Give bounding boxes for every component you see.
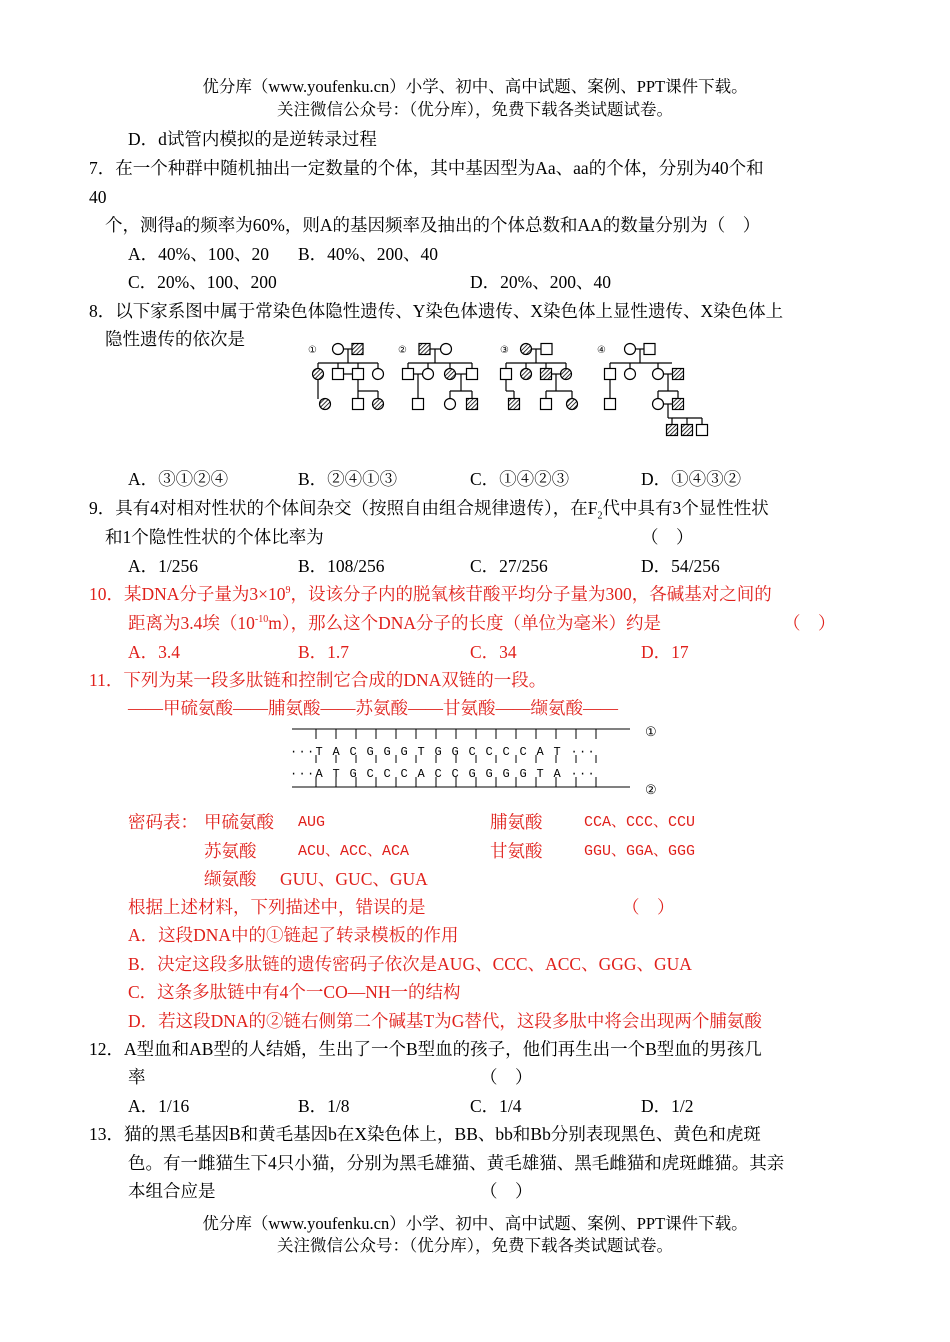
q11-stem-line-1: 11．下列为某一段多肽链和控制它合成的DNA双链的一段。 xyxy=(89,670,547,690)
q10-option-a: A．3.4 xyxy=(128,642,181,662)
q12-option-b: B．1/8 xyxy=(298,1096,350,1116)
q12-option-d: D．1/2 xyxy=(641,1096,694,1116)
codon-aa-val: 缬氨酸 xyxy=(204,869,257,889)
codon-codes-met: AUG xyxy=(298,814,326,831)
q10-option-d: D．17 xyxy=(641,642,689,662)
q10-superscript-2: -10 xyxy=(254,614,269,626)
q12-stem-line-1: 12．A型血和AB型的人结婚，生出了一个B型血的孩子，他们再生出一个B型血的男孩几 xyxy=(89,1039,762,1059)
q7-stem-line-2: 40 xyxy=(89,187,107,207)
q10-stem-part-a: 10．某DNA分子量为3×10 xyxy=(89,584,286,604)
pedigree-figure xyxy=(300,338,720,444)
dna-label-2: ② xyxy=(645,782,657,797)
q9-subscript: 2 xyxy=(597,510,603,522)
q7-option-d: D．20%、200、40 xyxy=(470,272,611,292)
dna-strand-2: ···A T G C C C A C C G G G G T A ··· xyxy=(290,767,597,781)
q11-option-d: D．若这段DNA的②链右侧第二个碱基T为G替代，这段多肽中将会出现两个脯氨酸 xyxy=(128,1011,762,1031)
q9-stem-line-2: 和1个隐性性状的个体比率为 xyxy=(105,527,324,547)
q8-option-b: B．②④①③ xyxy=(298,469,398,489)
q13-stem-line-2: 色。有一雌猫生下4只小猫，分别为黑毛雄猫、黄毛雄猫、黑毛雌猫和虎斑雌猫。其亲 xyxy=(128,1153,785,1173)
codon-codes-thr: ACU、ACC、ACA xyxy=(298,843,410,860)
q9-stem-part-b: 代中具有3个显性性状 xyxy=(602,498,769,518)
q7-option-b: B．40%、200、40 xyxy=(298,244,438,264)
footer-line-1: 优分库（www.youfenku.cn）小学、初中、高中试题、案例、PPT课件下载。 xyxy=(202,1214,748,1233)
q13-answer-paren: （ ） xyxy=(480,1181,533,1201)
pedigree-label-2: ② xyxy=(398,345,407,356)
q9-option-a: A．1/256 xyxy=(128,556,198,576)
q9-option-d: D．54/256 xyxy=(641,556,720,576)
q10-stem-part-b: ，设该分子内的脱氧核苷酸平均分子量为300，各碱基对之间的 xyxy=(290,584,772,604)
q8-option-a: A．③①②④ xyxy=(128,469,229,489)
pedigree-label-3: ③ xyxy=(500,345,509,356)
q12-stem-line-2: 率 xyxy=(128,1067,146,1087)
dna-strand-1: ···T A C G G G T G G C C C C A T ··· xyxy=(290,745,597,759)
q8-option-c: C．①④②③ xyxy=(470,469,570,489)
q7-stem-line-3: 个，测得a的频率为60%，则A的基因频率及抽出的个体总数和AA的数量分别为（ ） xyxy=(105,215,761,235)
header-line-1: 优分库（www.youfenku.cn）小学、初中、高中试题、案例、PPT课件下载。 xyxy=(202,77,748,96)
q7-option-c: C．20%、100、200 xyxy=(128,272,277,292)
q8-stem-line-2: 隐性遗传的依次是 xyxy=(105,329,245,349)
codon-codes-pro: CCA、CCC、CCU xyxy=(584,814,696,831)
q9-option-c: C．27/256 xyxy=(470,556,548,576)
q9-stem-line-1 xyxy=(89,497,769,522)
codon-aa-met: 甲硫氨酸 xyxy=(204,812,274,832)
dna-label-1: ① xyxy=(645,724,657,739)
q11-option-c: C．这条多肽链中有4个一CO—NH一的结构 xyxy=(128,982,461,1002)
q11-option-a: A．这段DNA中的①链起了转录模板的作用 xyxy=(128,925,459,945)
q10-option-c: C．34 xyxy=(470,642,517,662)
pedigree-label-1: ① xyxy=(308,345,317,356)
q9-option-b: B．108/256 xyxy=(298,556,385,576)
header-line-2: 关注微信公众号：（优分库），免费下载各类试题试卷。 xyxy=(277,100,673,119)
q11-option-b: B．决定这段多肽链的遗传密码子依次是AUG、CCC、ACC、GGG、GUA xyxy=(128,954,692,974)
q9-answer-paren: （ ） xyxy=(641,527,694,547)
q11-answer-paren: （ ） xyxy=(622,897,675,917)
q11-stem-line-2: 根据上述材料，下列描述中，错误的是 xyxy=(128,897,426,917)
codon-aa-thr: 苏氨酸 xyxy=(204,841,257,861)
q8-option-d: D．①④③② xyxy=(641,469,742,489)
q10-stem-line-2 xyxy=(128,612,661,634)
codon-table-title: 密码表： xyxy=(128,812,198,832)
q12-option-c: C．1/4 xyxy=(470,1096,522,1116)
q10-answer-paren: （ ） xyxy=(783,613,836,633)
pedigree-label-4: ④ xyxy=(597,345,606,356)
q7-stem-line-1: 7．在一个种群中随机抽出一定数量的个体，其中基因型为Aa、aa的个体，分别为40个和 xyxy=(89,158,764,178)
q13-stem-line-3: 本组合应是 xyxy=(128,1181,216,1201)
q10-superscript-1: 9 xyxy=(285,585,291,597)
codon-aa-gly: 甘氨酸 xyxy=(490,841,543,861)
footer-line-2: 关注微信公众号：（优分库），免费下载各类试题试卷。 xyxy=(277,1236,673,1255)
codon-codes-gly: GGU、GGA、GGG xyxy=(584,843,696,860)
q7-option-a: A．40%、100、20 xyxy=(128,244,269,264)
q8-stem-line-1: 8．以下家系图中属于常染色体隐性遗传、Y染色体遗传、X染色体上显性遗传、X染色体上 xyxy=(89,301,784,321)
codon-aa-pro: 脯氨酸 xyxy=(490,812,543,832)
q10-stem-line-1 xyxy=(89,583,772,605)
codon-codes-val: GUU、GUC、GUA xyxy=(280,869,428,889)
q11-peptide-chain: ——甲硫氨酸——脯氨酸——苏氨酸——甘氨酸——缬氨酸—— xyxy=(128,698,618,718)
q12-answer-paren: （ ） xyxy=(480,1067,533,1087)
q10-stem-part-d: m），那么这个DNA分子的长度（单位为毫米）约是 xyxy=(268,613,661,633)
q6-option-d: D．d试管内模拟的是逆转录过程 xyxy=(128,129,377,149)
q12-option-a: A．1/16 xyxy=(128,1096,190,1116)
q13-stem-line-1: 13．猫的黑毛基因B和黄毛基因b在X染色体上，BB、bb和Bb分别表现黑色、黄色和虎斑 xyxy=(89,1124,761,1144)
q9-stem-part-a: 9．具有4对相对性状的个体间杂交（按照自由组合规律遗传），在F xyxy=(89,498,598,518)
q10-stem-part-c: 距离为3.4埃（10 xyxy=(128,613,255,633)
q10-option-b: B．1.7 xyxy=(298,642,350,662)
